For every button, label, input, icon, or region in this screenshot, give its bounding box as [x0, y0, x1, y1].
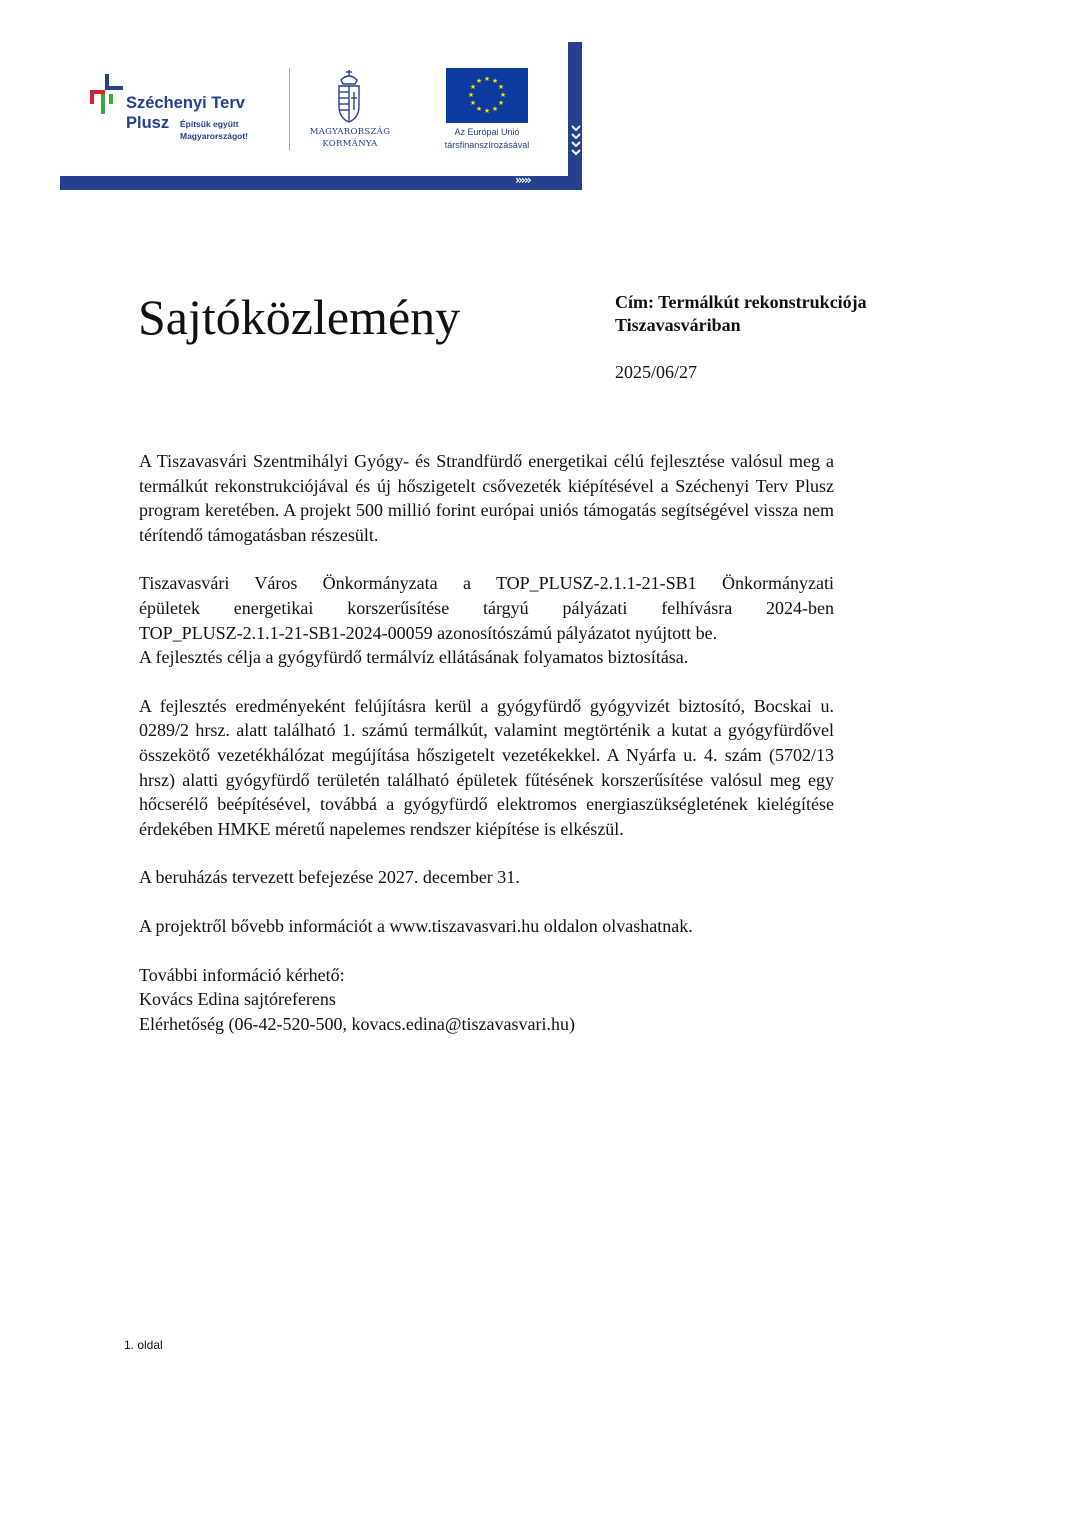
svg-text:★: ★	[491, 105, 499, 113]
chevrons-icon: ›››››	[515, 173, 530, 187]
svg-text:★: ★	[499, 91, 507, 99]
szechenyi-cross-icon	[88, 74, 126, 118]
paragraph-intro: A Tiszavasvári Szentmihályi Gyógy- és Strandfürdő energetikai célú fejlesztése valósul meg a termálkút rekonstrukciójával és új hőszigetelt csővezeték kiépítésével a Széchenyi Terv Plusz program keretében. A projekt 500 millió forint európai uniós támogatás segítségével vissza nem térítendő támogatásban részesült.	[139, 451, 834, 545]
application-line-3: TOP_PLUSZ-2.1.1-21-SB1-2024-00059 azonosítószámú pályázatot nyújtott be.	[139, 622, 718, 643]
page-number: 1. oldal	[124, 1338, 163, 1352]
paragraph-application	[139, 571, 834, 669]
government-label	[300, 126, 400, 150]
contact-details: Elérhetőség (06-42-520-500, kovacs.edina@tiszavasvari.hu)	[139, 1013, 575, 1034]
paragraph-results: A fejlesztés eredményeként felújításra kerül a gyógyfürdő gyógyvizét biztosító, Bocskai u. 0289/2 hrsz. alatt található 1. számú termálkút, valamint megtörténik a kutat a gyógyfürdővel összekötő vezetékhálózat megújítása hőszigetelt vezetékekkel. A Nyárfa u. 4. szám (5702/13 hrsz) alatti gyógyfürdő területén található épületek fűtésének korszerűsítése valósul meg egy hőcserélő beépítésével, továbbá a gyógyfürdő elektromos energiaszükségletének kielégítése érdekében HMKE méretű napelemes rendszer kiépítése is elkészül.	[139, 695, 834, 839]
application-line-2: épületek energetikai korszerűsítése tárgyú pályázati felhívásra 2024-ben	[139, 597, 834, 618]
eu-label	[424, 126, 550, 152]
slogan-line-1: Építsük együtt	[180, 119, 239, 129]
eu-line-2: társfinanszírozásával	[444, 140, 530, 150]
eu-line-1: Az Európai Unió	[454, 127, 520, 137]
document-date: 2025/06/27	[615, 362, 698, 382]
paragraph-more-info: A projektről bővebb információt a www.tiszavasvari.hu oldalon olvashatnak.	[139, 915, 693, 936]
document-body	[139, 449, 834, 1060]
svg-text:★: ★	[497, 99, 505, 107]
contact-block	[139, 963, 834, 1037]
svg-text:★: ★	[475, 105, 483, 113]
subject-line-1: Cím: Termálkút rekonstrukciója	[615, 292, 867, 312]
application-line-4: A fejlesztés célja a gyógyfürdő termálvíz ellátásának folyamatos biztosítása.	[139, 647, 689, 668]
svg-text:★: ★	[483, 75, 491, 83]
szechenyi-title: Széchenyi Terv	[126, 94, 245, 112]
szechenyi-slogan	[180, 118, 248, 142]
svg-text:★: ★	[491, 77, 499, 85]
slogan-line-2: Magyarországot!	[180, 131, 249, 141]
subject-line-2: Tiszavasváriban	[615, 315, 741, 335]
gov-line-2: KORMÁNYA	[322, 139, 378, 149]
logo-divider	[289, 68, 290, 150]
banner-bottom-bar	[60, 173, 582, 190]
application-line-1: Tiszavasvári Város Önkormányzata a TOP_PLUSZ-2.1.1-21-SB1 Önkormányzati	[139, 573, 834, 594]
svg-text:★: ★	[467, 91, 475, 99]
svg-text:★: ★	[483, 107, 491, 115]
document-title: Sajtóközlemény	[138, 289, 461, 345]
paragraph-deadline: A beruházás tervezett befejezése 2027. december 31.	[139, 867, 520, 888]
gov-line-1: MAGYARORSZÁG	[309, 127, 391, 137]
eu-flag-icon	[446, 68, 528, 123]
contact-heading: További információ kérhető:	[139, 964, 345, 985]
szechenyi-plus: Plusz	[126, 114, 170, 132]
szechenyi-terv-logo	[88, 74, 288, 154]
svg-text:★: ★	[475, 77, 483, 85]
contact-name: Kovács Edina sajtóreferens	[139, 989, 336, 1010]
svg-text:★: ★	[497, 83, 505, 91]
subject-heading	[615, 291, 945, 337]
svg-text:★: ★	[469, 83, 477, 91]
header-banner	[60, 40, 584, 192]
chevrons-vertical-icon	[569, 124, 581, 169]
svg-text:★: ★	[469, 99, 477, 107]
